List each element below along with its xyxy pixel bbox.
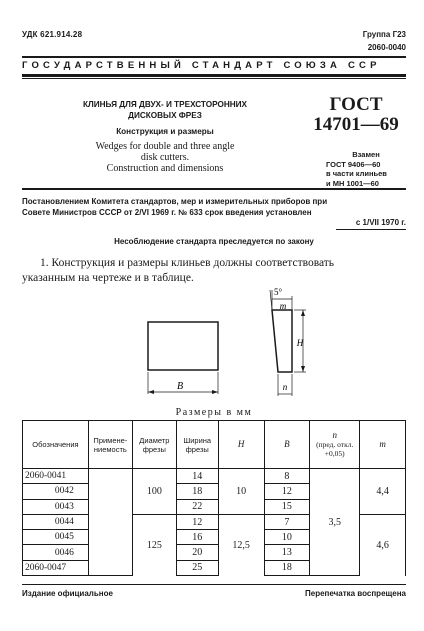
cell-designation: 0046 xyxy=(23,545,89,560)
col-header-application: Примене-ниемость xyxy=(88,421,132,469)
cell-application xyxy=(88,469,132,576)
title-en-line3: Construction and dimensions xyxy=(106,163,224,174)
state-standard-heading: ГОСУДАРСТВЕННЫЙ СТАНДАРТ СОЮЗА ССР xyxy=(22,60,381,71)
footer-rule xyxy=(22,584,406,585)
dim-h-arrow-bottom xyxy=(301,366,305,372)
angle-label: 5° xyxy=(273,287,283,297)
decree-line1: Постановлением Комитета стандартов, мер и измерительных приборов при xyxy=(22,197,328,206)
decree-line2: Совете Министров СССР от 2/VI 1969 г. № 633 срок введения установлен xyxy=(22,208,312,217)
cell-b: 13 xyxy=(264,545,310,560)
wedge-front-view xyxy=(148,322,218,370)
title-en-line1: Wedges for double and three angle xyxy=(95,141,235,152)
thick-rule xyxy=(22,74,406,77)
cell-b: 18 xyxy=(264,560,310,575)
cell-designation: 0044 xyxy=(23,514,89,529)
title-ru-line2: ДИСКОВЫХ ФРЕЗ xyxy=(128,111,202,120)
cell-m: 4,6 xyxy=(360,514,406,575)
col-header-n-main: n xyxy=(332,430,337,440)
replaces-line1: Взамен xyxy=(352,150,380,159)
replaces-block xyxy=(326,150,406,188)
title-english xyxy=(40,141,290,174)
col-header-n xyxy=(310,421,360,469)
cell-b: 7 xyxy=(264,514,310,529)
cell-designation: 0042 xyxy=(23,484,89,499)
cell-diameter: 125 xyxy=(132,514,176,575)
cell-b: 15 xyxy=(264,499,310,514)
non-compliance-notice: Несоблюдение стандарта преследуется по закону xyxy=(114,237,314,246)
cell-h: 12,5 xyxy=(218,514,264,575)
cell-diameter: 100 xyxy=(132,469,176,515)
cell-b: 8 xyxy=(264,469,310,484)
paragraph-1-line1: 1. Конструкция и размеры клиньев должны соответствовать xyxy=(40,257,335,269)
cell-designation: 0043 xyxy=(23,499,89,514)
cell-width: 18 xyxy=(176,484,218,499)
classification-code: 2060-0040 xyxy=(367,43,406,52)
cell-designation: 0045 xyxy=(23,530,89,545)
table-row xyxy=(23,469,406,484)
col-header-n-sub: (пред. откл. +0,05) xyxy=(316,440,354,458)
col-header-width: Ширина фрезы xyxy=(176,421,218,469)
dim-b-label: B xyxy=(176,381,184,392)
cell-width: 25 xyxy=(176,560,218,575)
col-header-b: B xyxy=(264,421,310,469)
official-edition: Издание официальное xyxy=(22,589,113,598)
gost-number: 14701—69 xyxy=(313,114,399,135)
group-code: Группа Г23 xyxy=(362,30,406,39)
title-ru-line1: КЛИНЬЯ ДЛЯ ДВУХ- И ТРЕХСТОРОННИХ xyxy=(83,100,247,109)
col-header-m: m xyxy=(360,421,406,469)
dim-h-arrow-top xyxy=(301,310,305,316)
cell-n: 3,5 xyxy=(310,469,360,576)
cell-width: 14 xyxy=(176,469,218,484)
cell-designation: 2060-0041 xyxy=(23,469,89,484)
cell-width: 12 xyxy=(176,514,218,529)
decree-text xyxy=(22,196,406,218)
wedge-drawing xyxy=(140,286,310,401)
paragraph-1-line2: указанным на чертеже и в таблице. xyxy=(22,272,194,284)
col-header-designation: Обозначения xyxy=(23,421,89,469)
title-russian xyxy=(40,99,290,121)
cell-m: 4,4 xyxy=(360,469,406,515)
replaces-line3: в части клиньев xyxy=(326,169,387,178)
decree-rule xyxy=(22,188,406,190)
top-rule xyxy=(22,56,406,58)
cell-width: 22 xyxy=(176,499,218,514)
udk-code: УДК 621.914.28 xyxy=(22,30,83,39)
dim-b-arrow-left xyxy=(148,390,154,394)
reprint-prohibited: Перепечатка воспрещена xyxy=(305,589,406,598)
date-underline xyxy=(336,229,406,230)
thin-rule xyxy=(22,78,406,79)
subtitle-russian: Конструкция и размеры xyxy=(116,127,214,136)
wedge-side-view xyxy=(272,310,292,372)
cell-h: 10 xyxy=(218,469,264,515)
replaces-line2: ГОСТ 9406—60 xyxy=(326,159,381,169)
decree-effective-date: с 1/VII 1970 г. xyxy=(355,218,406,227)
dimensions-table xyxy=(22,420,406,576)
gost-label: ГОСТ xyxy=(329,94,383,115)
cell-width: 20 xyxy=(176,545,218,560)
col-header-h: H xyxy=(218,421,264,469)
cell-designation: 2060-0047 xyxy=(23,560,89,575)
dim-h-label: H xyxy=(296,338,304,348)
dim-m-label: m xyxy=(279,301,287,311)
col-header-diameter: Диаметр фрезы xyxy=(132,421,176,469)
cell-width: 16 xyxy=(176,530,218,545)
dim-b-arrow-right xyxy=(212,390,218,394)
title-en-line2: disk cutters. xyxy=(140,152,190,163)
cell-b: 12 xyxy=(264,484,310,499)
cell-b: 10 xyxy=(264,530,310,545)
sizes-caption: Размеры в мм xyxy=(175,407,253,418)
dim-n-label: n xyxy=(282,382,288,392)
replaces-line4: и МН 1001—60 xyxy=(326,178,379,188)
